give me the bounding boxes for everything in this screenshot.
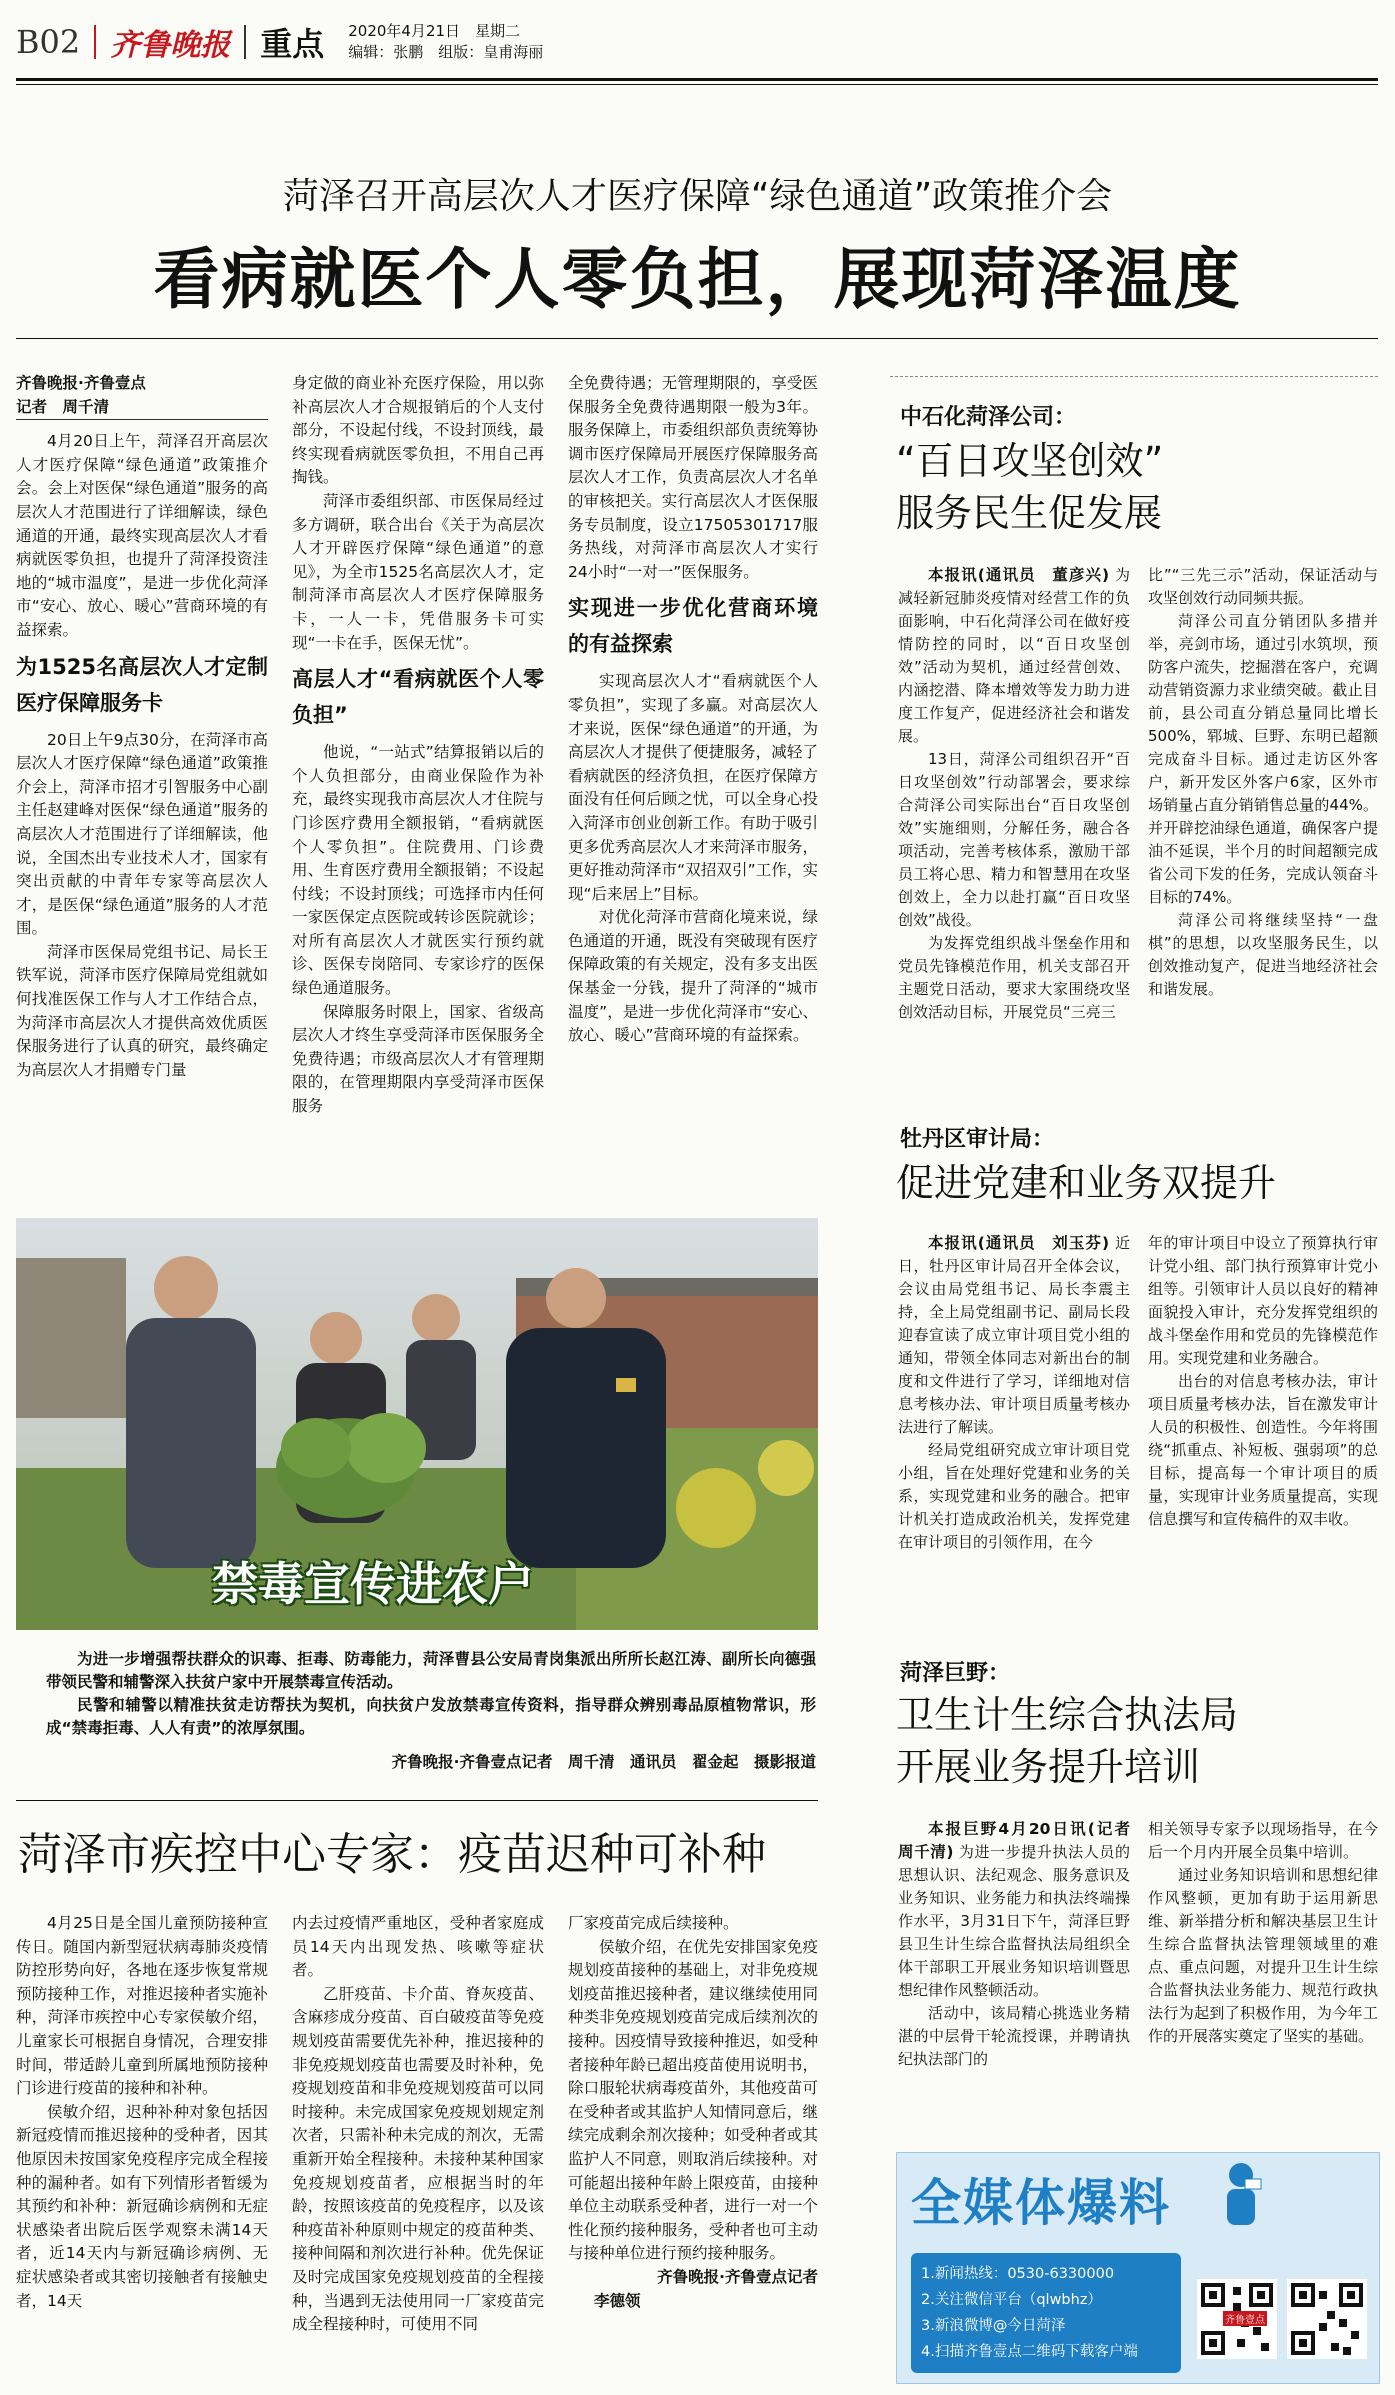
vaccine-headline: 菏泽市疾控中心专家：疫苗迟种可补种	[18, 1829, 766, 1880]
juye-kicker: 菏泽巨野：	[900, 1661, 1011, 1686]
juye-paragraph: 为进一步提升执法人员的思想认识、法纪观念、服务意识及业务知识、业务能力和执法终端操作水平，3月31日下午，菏泽巨野县卫生计生综合监督执法局组织全体干部职工开展业务知识培训暨思想纪律作风整顿活动。	[898, 1843, 1130, 1999]
vaccine-column-3	[568, 1912, 818, 2313]
lead-column-1	[16, 372, 268, 1082]
mudan-paragraph: 近日，牡丹区审计局召开全体会议，会议由局党组书记、局长李震主持，全上局党组副书记、副局长段迎春宣读了成立审计项目党小组的通知，带领全体同志对新出台的制度和文件进行了学习，详细地对信息考核办法、审计项目质量考核办法进行了解读。	[898, 1234, 1130, 1436]
vaccine-paragraph: 厂家疫苗完成后续接种。	[568, 1914, 739, 1932]
lead-paragraph: 菏泽市委组织部、市医保局经过多方调研，联合出台《关于为高层次人才开辟医疗保障“绿色通道”的意见》，为全市1525名高层次人才，定制菏泽市高层次人才医疗保障服务卡，一人一卡，凭借服务卡可实现“一卡在手，医保无忧”。	[292, 491, 544, 652]
lead-byline-2: 记者 周千清	[16, 396, 268, 421]
section-name: 重点	[260, 25, 325, 63]
masthead-meta	[348, 21, 543, 63]
masthead-divider	[94, 25, 96, 59]
media-tip-ad	[896, 2152, 1380, 2384]
vaccine-paragraph: 侯敏介绍，在优先安排国家免疫规划疫苗接种的基础上，对非免疫规划疫苗推迟接种者，建议继续使用同种类非免疫规划疫苗完成后续剂次的接种。因疫情导致接种推迟，如受种者接种年龄已超出疫苗使用说明书，除口服轮状病毒疫苗外，其他疫苗可在受种者或其监护人知情同意后，继续完成剩余剂次接种；如受种者或其监护人不同意，则取消后续接种。对可能超出接种年龄上限疫苗，由接种单位主动联系受种者，进行一对一个性化预约接种服务，受种者也可主动与接种单位进行预约接种服务。	[568, 1937, 818, 2263]
lead-paragraph: 保障服务时限上，国家、省级高层次人才终生享受菏泽市医保服务全免费待遇；市级高层次人才有管理期限的，在管理期限内享受菏泽市医保服务	[292, 1002, 544, 1116]
sinopec-paragraph: 为减轻新冠肺炎疫情对经营工作的负面影响，中石化菏泽公司在做好疫情防控的同时，以“百日攻坚创效”活动为契机，通过经营创效、内涵挖潜、降本增效等发力助力进度工作复产，促进经济社会和谐发展。	[898, 566, 1130, 745]
vaccine-column-2	[292, 1912, 544, 2337]
lead-paragraph: 他说，“一站式”结算报销以后的个人负担部分，由商业保险作为补充，最终实现我市高层次人才住院与门诊医疗费用全额报销，“看病就医个人零负担”。住院费用、门诊费用、生育医疗费用全额报销；不设起付线；不设封顶线；可选择市内任何一家医保定点医院或转诊医院就诊；对所有高层次人才就医实行预约就诊、医保专岗陪同、专家诊疗的医保绿色通道服务。	[292, 743, 544, 998]
sinopec-paragraph: 菏泽公司将继续坚持“一盘棋”的思想，以攻坚服务民生，以创效推动复产，促进当地经济社会和谐发展。	[1148, 911, 1378, 998]
caption-paragraph: 为进一步增强帮扶群众的识毒、拒毒、防毒能力，菏泽曹县公安局青岗集派出所所长赵江涛、副所长向德强带领民警和辅警深入扶贫户家中开展禁毒宣传活动。	[46, 1650, 816, 1691]
caption-paragraph: 民警和辅警以精准扶贫走访帮扶为契机，向扶贫户发放禁毒宣传资料，指导群众辨别毒品原植物常识，形成“禁毒拒毒、人人有责”的浓厚氛围。	[46, 1696, 816, 1737]
page-code: B02	[16, 23, 81, 61]
lead-subhead: 为1525名高层次人才定制医疗保障服务卡	[16, 654, 268, 715]
qr-code-icon	[1287, 2279, 1367, 2359]
ad-title: 全媒体爆料	[911, 2174, 1171, 2232]
sinopec-paragraph: 为发挥党组织战斗堡垒作用和党员先锋模范作用，机关支部召开主题党日活动，要求大家围绕攻坚创效活动目标，开展党员“三亮三	[898, 934, 1130, 1021]
lead-subhead: 实现进一步优化营商环境的有益探索	[568, 596, 818, 657]
lead-paragraph: 实现高层次人才“看病就医个人零负担”，实现了多赢。对高层次人才来说，医保“绿色通道”的开通，为高层次人才提供了便捷服务，减轻了看病就医的经济负担，在医疗保障方面没有任何后顾之忧，可以全身心投入菏泽市创业创新工作。有助于吸引更多优秀高层次人才来菏泽市服务，更好推动菏泽市“双招双引”工作，实现“后来居上”目标。	[568, 672, 818, 903]
vaccine-top-rule	[16, 1800, 818, 1801]
ad-line-wechat: 2.关注微信平台（qlwbhz）	[921, 2292, 1102, 2308]
vaccine-paragraph: 乙肝疫苗、卡介苗、脊灰疫苗、含麻疹成分疫苗、百白破疫苗等免疫规划疫苗需要优先补种，推迟接种的非免疫规划疫苗也需要及时补种，免疫规划疫苗和非免疫规划疫苗可以同时接种。未完成国家免疫规划规定剂次者，只需补种未完成的剂次，无需重新开始全程接种。未接种某种国家免疫规划疫苗者，应根据当时的年龄，按照该疫苗的免疫程序，以及该种疫苗补种原则中规定的疫苗种类、接种间隔和剂次进行补种。优先保证及时完成国家免疫规划疫苗的全程接种，当遇到无法使用同一厂家疫苗完成全程接种时，可使用不同	[292, 1984, 544, 2334]
lead-paragraph: 全免费待遇；无管理期限的，享受医保服务全免费待遇期限一般为3年。服务保障上，市委组织部负责统筹协调市医疗保障局开展医疗保障服务高层次人才工作，负责高层次人才名单的审核把关。实行高层次人才医保服务专员制度，设立17505301717服务热线，对菏泽市高层次人才实行24小时“一对一”医保服务。	[568, 374, 818, 581]
juye-headline-2: 开展业务提升培训	[896, 1745, 1201, 1789]
vaccine-credit: 齐鲁晚报·齐鲁壹点记者	[657, 2267, 818, 2286]
ad-line-app: 4.扫描齐鲁壹点二维码下载客户端	[921, 2344, 1138, 2360]
editor: 编辑：张鹏	[348, 43, 424, 61]
vaccine-column-1	[16, 1912, 268, 2313]
juye-paragraph: 通过业务知识培训和思想纪律作风整顿，更加有助于运用新思维、新举措分析和解决基层卫生计生综合监督执法管理领域里的难点、重点问题，对提升卫生计生综合监督执法业务能力、规范行政执法行为起到了积极作用，为今年工作的开展落实奠定了坚实的基础。	[1148, 1866, 1378, 2045]
sinopec-headline-2: 服务民生促发展	[896, 491, 1163, 535]
vaccine-paragraph: 内去过疫情严重地区，受种者家庭成员14天内出现发热、咳嗽等症状者。	[292, 1914, 544, 1980]
juye-headline-1: 卫生计生综合执法局	[896, 1693, 1239, 1737]
issue-date: 2020年4月21日	[348, 22, 461, 40]
juye-column-2	[1148, 1818, 1378, 2048]
vaccine-credit-name: 李德领	[594, 2291, 641, 2310]
lead-head-rule	[16, 338, 1378, 339]
masthead-rule-thin	[16, 84, 1378, 85]
photo-overlay-title: 禁毒宣传进农户	[212, 1557, 534, 1611]
lead-column-3	[568, 372, 818, 1048]
masthead-rule	[16, 78, 1378, 81]
photo-caption	[46, 1648, 816, 1740]
lead-kicker: 菏泽召开高层次人才医疗保障“绿色通道”政策推介会	[282, 176, 1113, 217]
juye-paragraph: 相关领导专家予以现场指导，在今后一个月内开展全员集中培训。	[1148, 1820, 1378, 1861]
qr-label: 齐鲁壹点	[1223, 2311, 1267, 2326]
ad-line-hotline: 1.新闻热线：0530-6330000	[921, 2266, 1115, 2282]
masthead-divider	[244, 25, 246, 59]
sinopec-dateline: 本报讯(通讯员 董彦兴)	[928, 566, 1110, 584]
qr-code-wechat[interactable]	[1287, 2279, 1367, 2359]
sinopec-paragraph: 13日，菏泽公司组织召开“百日攻坚创效”行动部署会，要求综合菏泽公司实际出台“百日攻坚创效”实施细则，分解任务，融合各项活动，完善考核体系，激励干部员工将心思、精力和智慧用在攻坚创效上，全力以赴打赢“百日攻坚创效”战役。	[898, 750, 1130, 929]
mudan-headline: 促进党建和业务双提升	[896, 1161, 1277, 1205]
vaccine-paragraph: 4月25日是全国儿童预防接种宣传日。随国内新型冠状病毒肺炎疫情防控形势向好，各地在逐步恢复常规预防接种工作，对推迟接种者实施补种，菏泽市疾控中心专家侯敏介绍，儿童家长可根据自身情况，合理安排时间，带适龄儿童到所属地预防接种门诊进行疫苗的接种和补种。	[16, 1914, 268, 2098]
reporter-figure-icon	[1215, 2159, 1267, 2239]
anti-drug-photo	[16, 1218, 818, 1630]
paper-logo: 齐鲁晚报	[110, 28, 231, 63]
sinopec-kicker: 中石化菏泽公司：	[900, 405, 1077, 430]
qr-code-app[interactable]	[1197, 2279, 1277, 2359]
juye-paragraph: 活动中，该局精心挑选业务精湛的中层骨干轮流授课，并聘请执纪执法部门的	[898, 2004, 1130, 2068]
lead-subhead: 高层人才“看病就医个人零负担”	[292, 667, 544, 728]
photo-credit: 齐鲁晚报·齐鲁壹点记者 周千清 通讯员 翟金起 摄影报道	[391, 1753, 816, 1771]
mudan-paragraph: 年的审计项目中设立了预算执行审计党小组、部门执行预算审计党小组等。引领审计人员以良好的精神面貌投入审计，充分发挥党组织的战斗堡垒作用和党员的先锋模范作用。实现党建和业务融合。	[1148, 1234, 1378, 1367]
lead-headline: 看病就医个人零负担，展现菏泽温度	[153, 241, 1242, 318]
issue-weekday: 星期二	[475, 22, 521, 40]
mudan-paragraph: 经局党组研究成立审计项目党小组，旨在处理好党建和业务的关系，实现党建和业务的融合。把审计机关打造成政治机关，发挥党建在审计项目的引领作用，在今	[898, 1441, 1130, 1551]
mudan-dateline: 本报讯(通讯员 刘玉芬)	[928, 1234, 1110, 1252]
lead-paragraph: 对优化菏泽市营商化境来说，绿色通道的开通，既没有突破现有医疗保障政策的有关规定，没有多支出医保基金一分钱，提升了菏泽的“城市温度”，是进一步优化菏泽市“安心、放心、暖心”营商环境的有益探索。	[568, 908, 818, 1045]
lead-paragraph: 4月20日上午，菏泽召开高层次人才医疗保障“绿色通道”政策推介会。会上对医保“绿色通道”服务的高层次人才范围进行了详细解读，绿色通道的开通，最终实现高层次人才看病就医零负担，也提升了菏泽投资洼地的“城市温度”，是进一步优化菏泽市“安心、放心、暖心”营商环境的有益探索。	[16, 432, 268, 639]
mudan-paragraph: 出台的对信息考核办法，审计项目质量考核办法，旨在激发审计人员的积极性、创造性。今年将围绕“抓重点、补短板、强弱项”的总目标，提高每一个审计项目的质量，实现审计业务质量提高，实现信息撰写和宣传稿件的双丰收。	[1148, 1372, 1378, 1528]
sinopec-headline-1: “百日攻坚创效”	[896, 439, 1164, 483]
mudan-column-1	[898, 1232, 1130, 1554]
ad-lines	[921, 2261, 1138, 2365]
mudan-kicker: 牡丹区审计局：	[900, 1127, 1055, 1152]
right-column-rule	[890, 376, 1378, 377]
lead-byline-1: 齐鲁晚报·齐鲁壹点	[16, 374, 146, 392]
lead-paragraph: 菏泽市医保局党组书记、局长王铁军说，菏泽市医疗保障局党组就如何找准医保工作与人才工作结合点，为菏泽市高层次人才提供高效优质医保服务进行了认真的研究，最终确定为高层次人才捐赠专门量	[16, 942, 268, 1079]
sinopec-column-1	[898, 564, 1130, 1024]
lead-column-2	[292, 372, 544, 1119]
mudan-column-2	[1148, 1232, 1378, 1531]
sinopec-paragraph: 比”“三先三示”活动，保证活动与攻坚创效行动同频共振。	[1148, 566, 1378, 607]
layout-editor: 组版：皇甫海丽	[438, 43, 544, 61]
vaccine-paragraph: 侯敏介绍，迟种补种对象包括因新冠疫情而推迟接种的受种者，因其他原因未按国家免疫程序完成全程接种的漏种者。如有下列情形者暂缓为其预约和补种：新冠确诊病例和无症状感染者出院后医学观察未满14天者，近14天内与新冠确诊病例、无症状感染者或其密切接触者有接触史者，14天	[16, 2102, 268, 2310]
sinopec-paragraph: 菏泽公司直分销团队多措并举，亮剑市场，通过引水筑坝，预防客户流失，挖掘潜在客户，充调动营销资源力求业绩突破。截止目前，县公司直分销总量同比增长500%，郓城、巨野、东明已超额完成奋斗目标。通过走访区外客户，新开发区外客户6家，区外市场销量占直分销销售总量的44%。并开辟挖油绿色通道，确保客户提油不延误，半个月的时间超额完成省公司下发的任务，完成认领奋斗目标的74%。	[1148, 612, 1378, 906]
masthead	[16, 22, 543, 62]
ad-line-weibo: 3.新浪微博@今日菏泽	[921, 2318, 1066, 2334]
sinopec-column-2	[1148, 564, 1378, 1001]
juye-dateline: 本报巨野4月20日讯(记者 周千清)	[898, 1820, 1146, 1861]
lead-paragraph: 20日上午9点30分，在菏泽市高层次人才医疗保障“绿色通道”政策推介会上，菏泽市招才引智服务中心副主任赵建峰对医保“绿色通道”服务的高层次人才范围进行了详细解读，他说，全国杰出专业技术人才，国家有突出贡献的中青年专家等高层次人才，是医保“绿色通道”服务的人才范围。	[16, 730, 268, 938]
lead-paragraph: 身定做的商业补充医疗保险，用以弥补高层次人才合规报销后的个人支付部分，不设起付线，不设封顶线，最终实现看病就医零负担，不用自己再掏钱。	[292, 374, 544, 487]
juye-column-1	[898, 1818, 1146, 2071]
